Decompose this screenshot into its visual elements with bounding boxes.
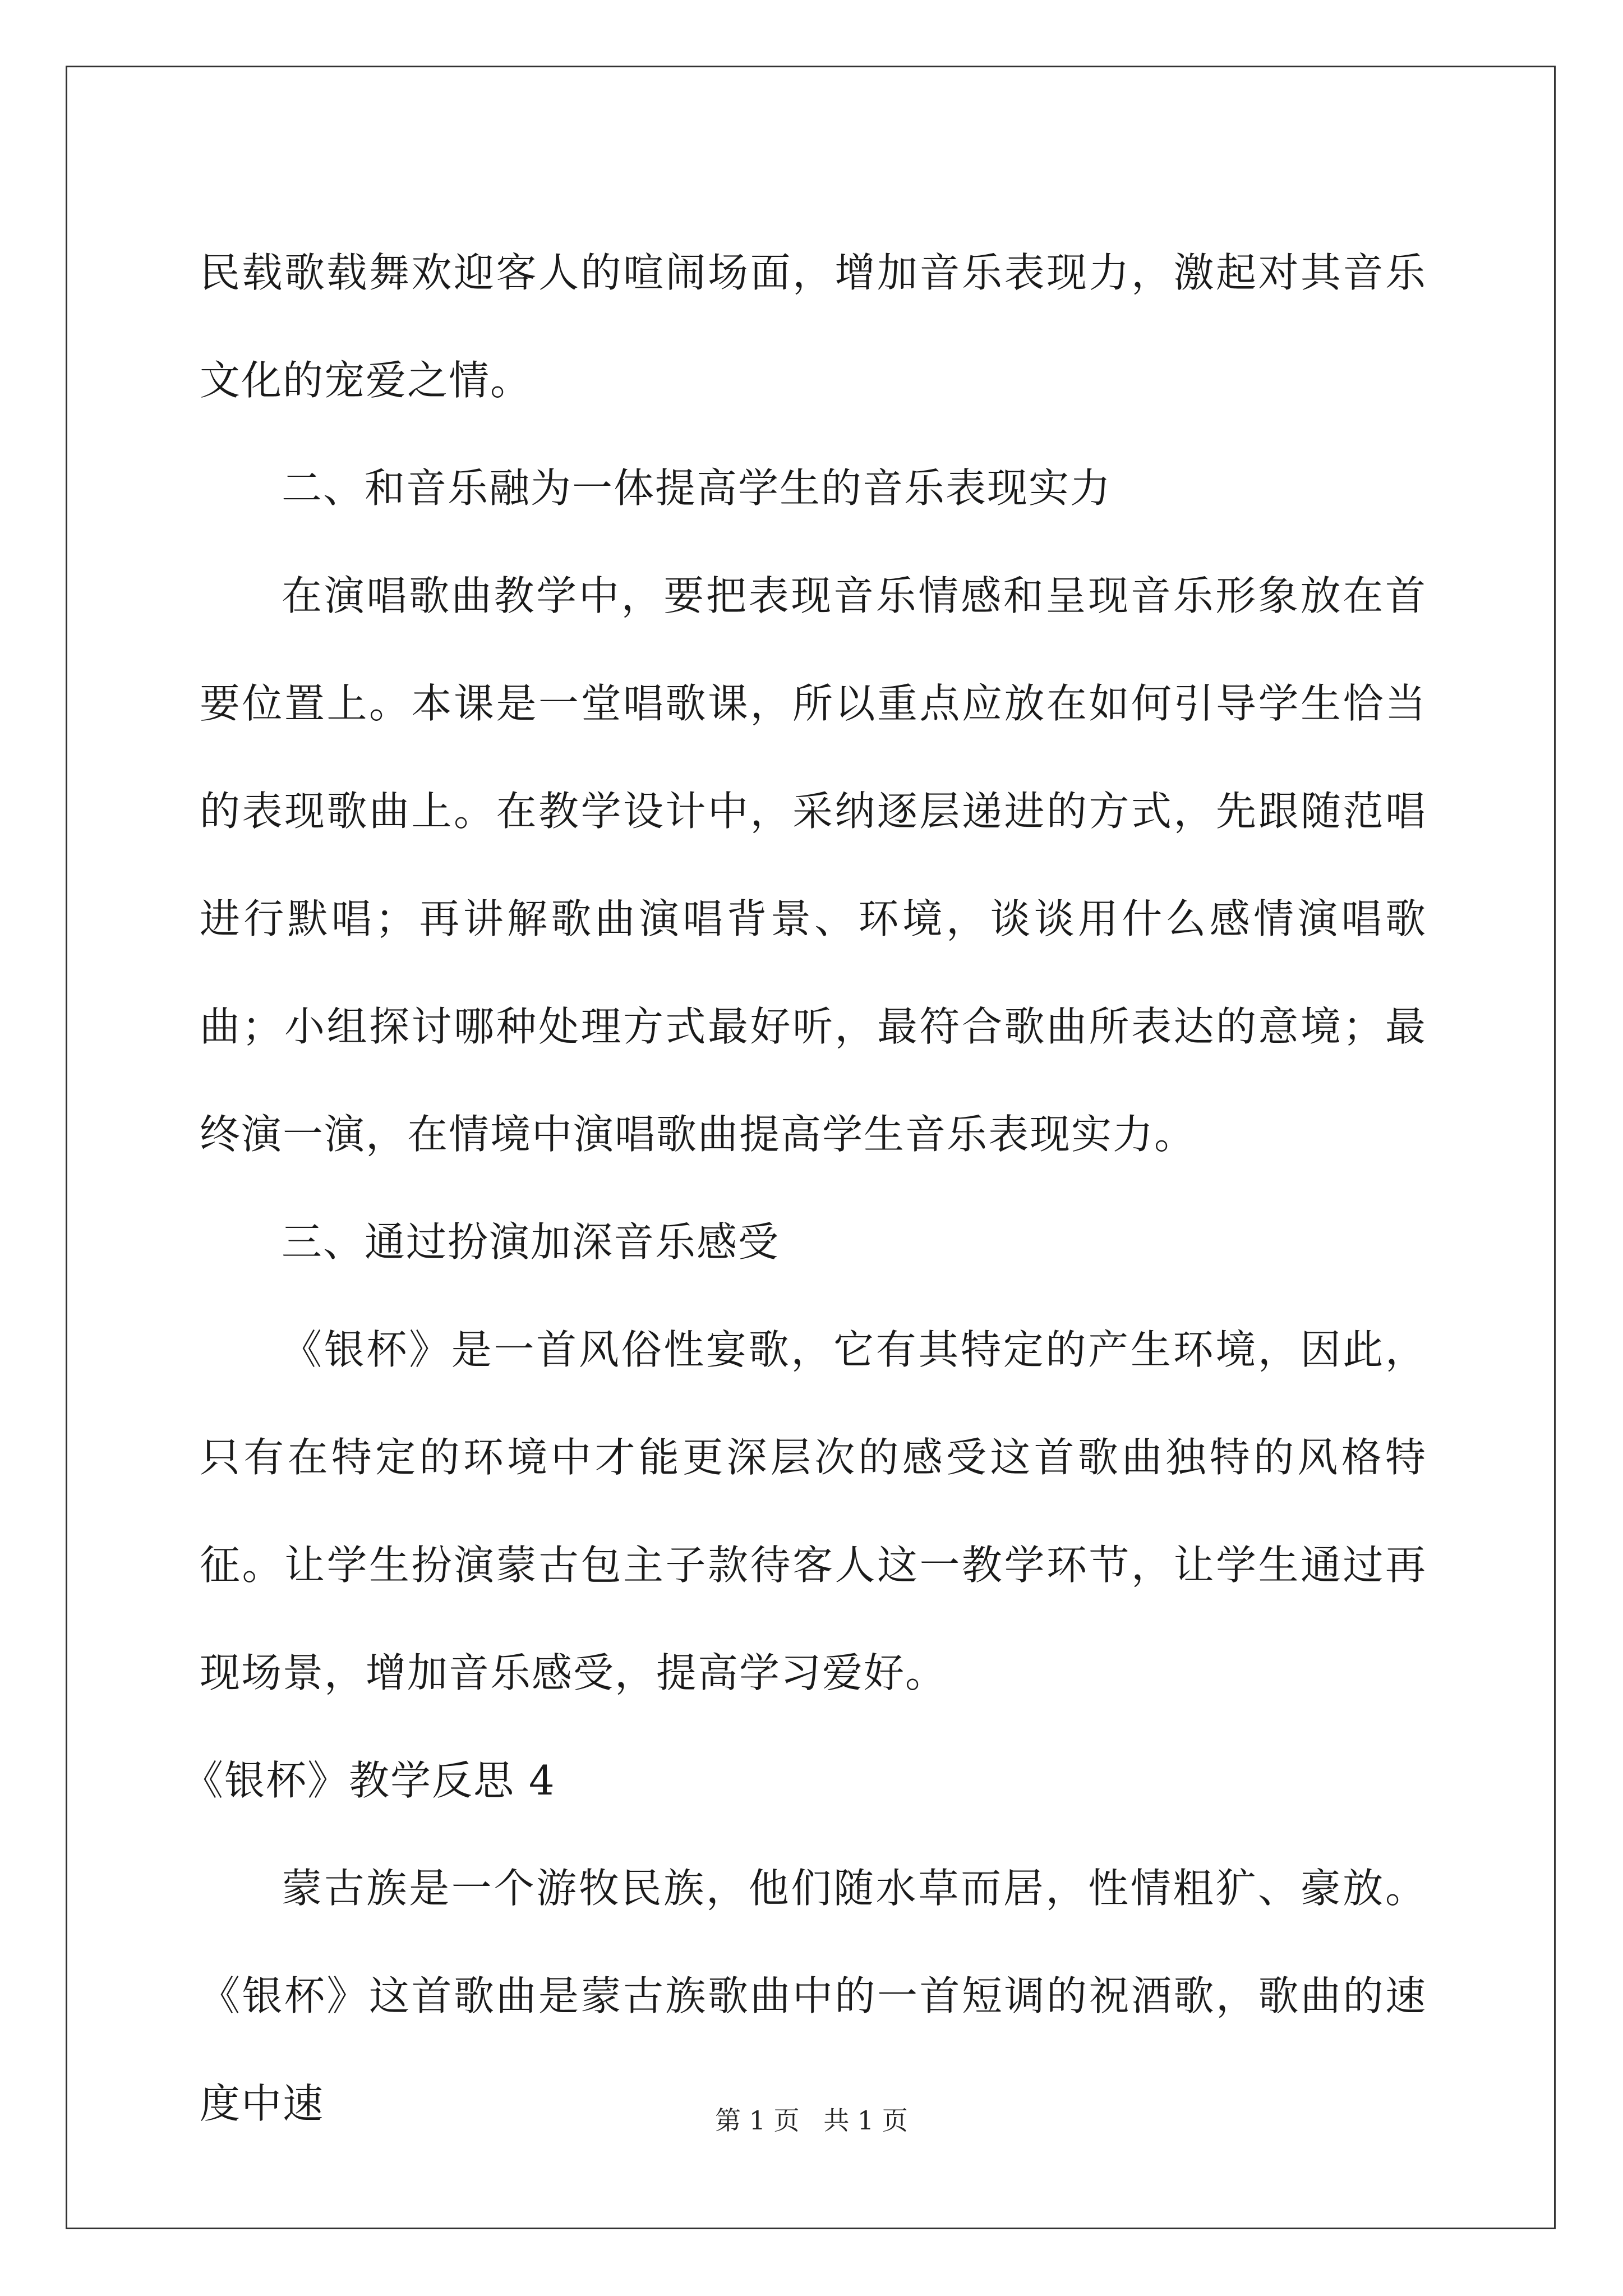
paragraph-intro-continued: 民载歌载舞欢迎客人的喧闹场面，增加音乐表现力，激起对其音乐文化的宠爱之情。	[200, 249, 1427, 404]
document-title-reflection-4: 《银杯》教学反思 4	[183, 1757, 556, 1804]
paragraph-mongolian-intro: 蒙古族是一个游牧民族，他们随水草而居，性情粗犷、豪放。《银杯》这首歌曲是蒙古族歌曲中的一首短调的祝酒歌，歌曲的速度中速	[200, 1865, 1427, 2127]
paragraph-singing-teaching: 在演唱歌曲教学中，要把表现音乐情感和呈现音乐形象放在首要位置上。本课是一堂唱歌课，所以重点应放在如何引导学生恰当的表现歌曲上。在教学设计中，采纳逐层递进的方式，先跟随范唱进行默唱；再讲解歌曲演唱背景、环境，谈谈用什么感情演唱歌曲；小组探讨哪种处理方式最好听，最符合歌曲所表达的意境；最终演一演，在情境中演唱歌曲提高学生音乐表现实力。	[200, 572, 1427, 1158]
document-body	[183, 219, 1427, 2157]
page-footer	[0, 2100, 1623, 2137]
section-heading-two: 二、和音乐融为一体提高学生的音乐表现实力	[282, 464, 1112, 512]
page-number: 第 1 页	[715, 2105, 800, 2136]
page-total: 共 1 页	[823, 2105, 908, 2136]
section-heading-three: 三、通过扮演加深音乐感受	[282, 1218, 780, 1266]
paragraph-role-play: 《银杯》是一首风俗性宴歌，它有其特定的产生环境，因此，只有在特定的环境中才能更深层次的感受这首歌曲独特的风格特征。让学生扮演蒙古包主子款待客人这一教学环节，让学生通过再现场景，增加音乐感受，提高学习爱好。	[200, 1326, 1427, 1696]
